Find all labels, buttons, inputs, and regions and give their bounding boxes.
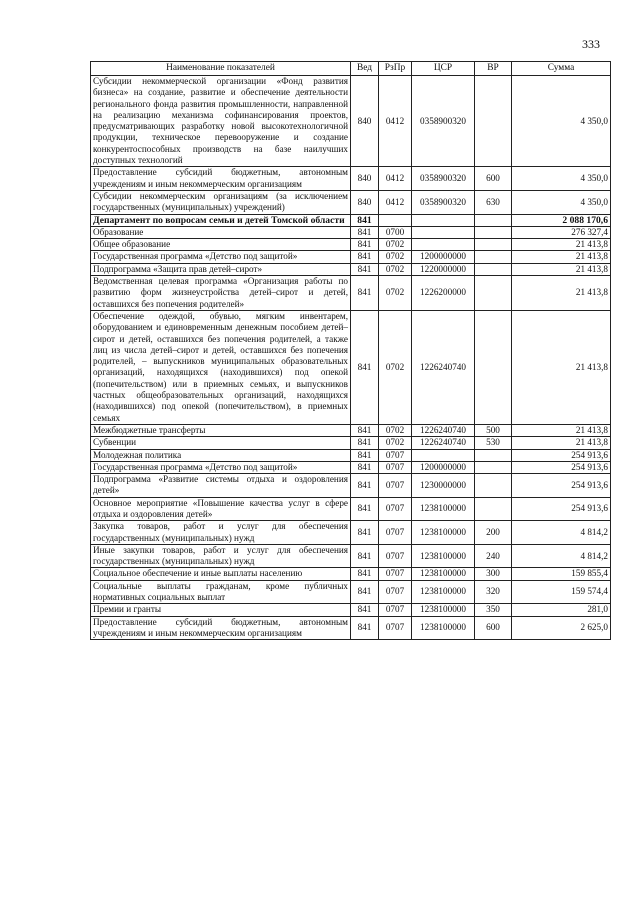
cell-ved: 841 (351, 521, 379, 545)
table-row (91, 424, 611, 436)
budget-table (90, 61, 611, 640)
cell-csr: 1238100000 (412, 580, 475, 604)
cell-sum: 21 413,8 (512, 263, 611, 275)
cell-sum: 4 350,0 (512, 190, 611, 214)
cell-ved: 841 (351, 276, 379, 311)
table-row (91, 474, 611, 498)
cell-vr (475, 474, 512, 498)
cell-ved: 841 (351, 497, 379, 521)
cell-vr (475, 251, 512, 263)
cell-vr: 500 (475, 424, 512, 436)
cell-sum: 4 814,2 (512, 521, 611, 545)
cell-sum: 21 413,8 (512, 310, 611, 424)
cell-name: Межбюджетные трансферты (91, 424, 351, 436)
cell-rzpr: 0707 (379, 580, 412, 604)
table-row (91, 568, 611, 580)
cell-csr (412, 449, 475, 461)
cell-vr (475, 263, 512, 275)
cell-csr: 1200000000 (412, 251, 475, 263)
cell-sum: 4 350,0 (512, 76, 611, 167)
cell-ved: 841 (351, 616, 379, 640)
cell-vr: 600 (475, 616, 512, 640)
cell-rzpr: 0707 (379, 474, 412, 498)
cell-name: Предоставление субсидий бюджетным, автономным учреждениям и иным некоммерческим организациям (91, 616, 351, 640)
cell-rzpr: 0707 (379, 544, 412, 568)
cell-name: Иные закупки товаров, работ и услуг для обеспечения государственных (муниципальных) нужд (91, 544, 351, 568)
cell-csr: 1238100000 (412, 604, 475, 616)
table-row (91, 497, 611, 521)
cell-sum: 276 327,4 (512, 226, 611, 238)
cell-rzpr: 0702 (379, 251, 412, 263)
cell-rzpr (379, 214, 412, 226)
table-row (91, 616, 611, 640)
cell-sum: 254 913,6 (512, 497, 611, 521)
cell-name: Обеспечение одеждой, обувью, мягким инвентарем, оборудованием и единовременным денежным пособием детей–сирот и детей, оставшихся без попечения родителей, а также лиц из числа детей–сирот и детей, оставшихся без попечения родителей, – выпускников муниципальных образовательных организаций, находящихся (находившихся) под опекой (попечительством) или в приемных семьях, и выпускников частных общеобразовательных организаций, находящихся (находившихся) под опекой (попечительством), в приемных семьях (91, 310, 351, 424)
cell-csr: 1200000000 (412, 461, 475, 473)
cell-vr: 240 (475, 544, 512, 568)
cell-sum: 159 574,4 (512, 580, 611, 604)
cell-sum: 254 913,6 (512, 461, 611, 473)
cell-ved: 841 (351, 310, 379, 424)
cell-name: Подпрограмма «Защита прав детей–сирот» (91, 263, 351, 275)
cell-name: Департамент по вопросам семьи и детей Томской области (91, 214, 351, 226)
cell-ved: 841 (351, 474, 379, 498)
cell-name: Ведомственная целевая программа «Организация работы по развитию форм жизнеустройства детей–сирот и детей, оставшихся без попечения родителей» (91, 276, 351, 311)
table-row (91, 76, 611, 167)
cell-rzpr: 0707 (379, 449, 412, 461)
cell-sum: 2 088 170,6 (512, 214, 611, 226)
table-row (91, 251, 611, 263)
table-row (91, 461, 611, 473)
header-name: Наименование показателей (91, 62, 351, 76)
cell-ved: 841 (351, 251, 379, 263)
table-row (91, 437, 611, 449)
table-row (91, 310, 611, 424)
cell-name: Образование (91, 226, 351, 238)
cell-vr (475, 449, 512, 461)
cell-sum: 21 413,8 (512, 437, 611, 449)
cell-rzpr: 0702 (379, 424, 412, 436)
cell-ved: 841 (351, 449, 379, 461)
cell-ved: 841 (351, 424, 379, 436)
cell-csr: 1226200000 (412, 276, 475, 311)
cell-ved: 841 (351, 214, 379, 226)
cell-rzpr: 0412 (379, 167, 412, 191)
cell-rzpr: 0702 (379, 239, 412, 251)
cell-name: Субсидии некоммерческим организациям (за исключением государственных (муниципальных) учреждений) (91, 190, 351, 214)
cell-name: Социальное обеспечение и иные выплаты населению (91, 568, 351, 580)
table-row (91, 276, 611, 311)
cell-csr: 0358900320 (412, 190, 475, 214)
header-rzpr: РзПр (379, 62, 412, 76)
cell-csr: 1230000000 (412, 474, 475, 498)
cell-rzpr: 0707 (379, 604, 412, 616)
cell-name: Субсидии некоммерческой организации «Фонд развития бизнеса» на создание, развитие и обеспечение деятельности регионального фонда развития промышленности, направленной на реализацию механизма софинансирования проектов, предусматривающих разработку новой высокотехнологичной продукции, техническое перевооружение и создание конкурентоспособных производств на базе наилучших доступных технологий (91, 76, 351, 167)
cell-vr (475, 76, 512, 167)
cell-vr (475, 226, 512, 238)
table-row (91, 190, 611, 214)
cell-vr: 300 (475, 568, 512, 580)
cell-sum: 21 413,8 (512, 239, 611, 251)
table-row (91, 239, 611, 251)
cell-vr (475, 497, 512, 521)
header-vr: ВР (475, 62, 512, 76)
cell-name: Предоставление субсидий бюджетным, автономным учреждениям и иным некоммерческим организациям (91, 167, 351, 191)
cell-vr: 530 (475, 437, 512, 449)
table-body (91, 76, 611, 640)
cell-vr: 600 (475, 167, 512, 191)
cell-vr: 200 (475, 521, 512, 545)
cell-name: Общее образование (91, 239, 351, 251)
table-row (91, 544, 611, 568)
cell-name: Закупка товаров, работ и услуг для обеспечения государственных (муниципальных) нужд (91, 521, 351, 545)
table-header-row (91, 62, 611, 76)
table-row (91, 521, 611, 545)
cell-csr (412, 226, 475, 238)
cell-name: Государственная программа «Детство под защитой» (91, 251, 351, 263)
cell-rzpr: 0707 (379, 568, 412, 580)
cell-name: Социальные выплаты гражданам, кроме публичных нормативных социальных выплат (91, 580, 351, 604)
cell-vr (475, 310, 512, 424)
cell-sum: 254 913,6 (512, 449, 611, 461)
cell-ved: 840 (351, 167, 379, 191)
cell-vr (475, 239, 512, 251)
cell-csr: 1220000000 (412, 263, 475, 275)
cell-sum: 21 413,8 (512, 251, 611, 263)
cell-name: Молодежная политика (91, 449, 351, 461)
cell-name: Субвенции (91, 437, 351, 449)
cell-csr: 0358900320 (412, 167, 475, 191)
cell-csr: 1238100000 (412, 616, 475, 640)
cell-vr (475, 214, 512, 226)
table-row (91, 580, 611, 604)
table-row (91, 214, 611, 226)
table-row (91, 167, 611, 191)
cell-csr: 1238100000 (412, 497, 475, 521)
table-row (91, 263, 611, 275)
cell-rzpr: 0702 (379, 437, 412, 449)
cell-ved: 841 (351, 568, 379, 580)
cell-ved: 841 (351, 580, 379, 604)
cell-ved: 841 (351, 461, 379, 473)
cell-csr: 1226240740 (412, 424, 475, 436)
cell-name: Подпрограмма «Развитие системы отдыха и оздоровления детей» (91, 474, 351, 498)
cell-sum: 2 625,0 (512, 616, 611, 640)
header-sum: Сумма (512, 62, 611, 76)
table-row (91, 604, 611, 616)
cell-csr: 1238100000 (412, 544, 475, 568)
cell-sum: 281,0 (512, 604, 611, 616)
cell-name: Премии и гранты (91, 604, 351, 616)
cell-rzpr: 0412 (379, 190, 412, 214)
header-ved: Вед (351, 62, 379, 76)
cell-ved: 841 (351, 263, 379, 275)
table-row (91, 449, 611, 461)
cell-name: Основное мероприятие «Повышение качества услуг в сфере отдыха и оздоровления детей» (91, 497, 351, 521)
cell-ved: 841 (351, 604, 379, 616)
cell-vr (475, 461, 512, 473)
cell-rzpr: 0700 (379, 226, 412, 238)
page-number: 333 (582, 37, 600, 51)
cell-rzpr: 0707 (379, 521, 412, 545)
cell-csr: 0358900320 (412, 76, 475, 167)
cell-rzpr: 0412 (379, 76, 412, 167)
cell-csr: 1226240740 (412, 310, 475, 424)
cell-rzpr: 0707 (379, 616, 412, 640)
cell-csr (412, 239, 475, 251)
cell-csr: 1226240740 (412, 437, 475, 449)
cell-csr: 1238100000 (412, 568, 475, 580)
cell-rzpr: 0702 (379, 263, 412, 275)
cell-sum: 21 413,8 (512, 424, 611, 436)
table-row (91, 226, 611, 238)
cell-csr (412, 214, 475, 226)
cell-rzpr: 0702 (379, 310, 412, 424)
cell-ved: 840 (351, 76, 379, 167)
cell-rzpr: 0707 (379, 497, 412, 521)
cell-ved: 841 (351, 239, 379, 251)
cell-ved: 841 (351, 226, 379, 238)
cell-vr: 350 (475, 604, 512, 616)
cell-ved: 841 (351, 544, 379, 568)
cell-ved: 841 (351, 437, 379, 449)
cell-sum: 159 855,4 (512, 568, 611, 580)
cell-sum: 4 350,0 (512, 167, 611, 191)
cell-ved: 840 (351, 190, 379, 214)
cell-csr: 1238100000 (412, 521, 475, 545)
header-csr: ЦСР (412, 62, 475, 76)
cell-rzpr: 0702 (379, 276, 412, 311)
cell-rzpr: 0707 (379, 461, 412, 473)
cell-sum: 4 814,2 (512, 544, 611, 568)
cell-vr: 630 (475, 190, 512, 214)
cell-sum: 254 913,6 (512, 474, 611, 498)
cell-name: Государственная программа «Детство под защитой» (91, 461, 351, 473)
cell-sum: 21 413,8 (512, 276, 611, 311)
cell-vr (475, 276, 512, 311)
cell-vr: 320 (475, 580, 512, 604)
